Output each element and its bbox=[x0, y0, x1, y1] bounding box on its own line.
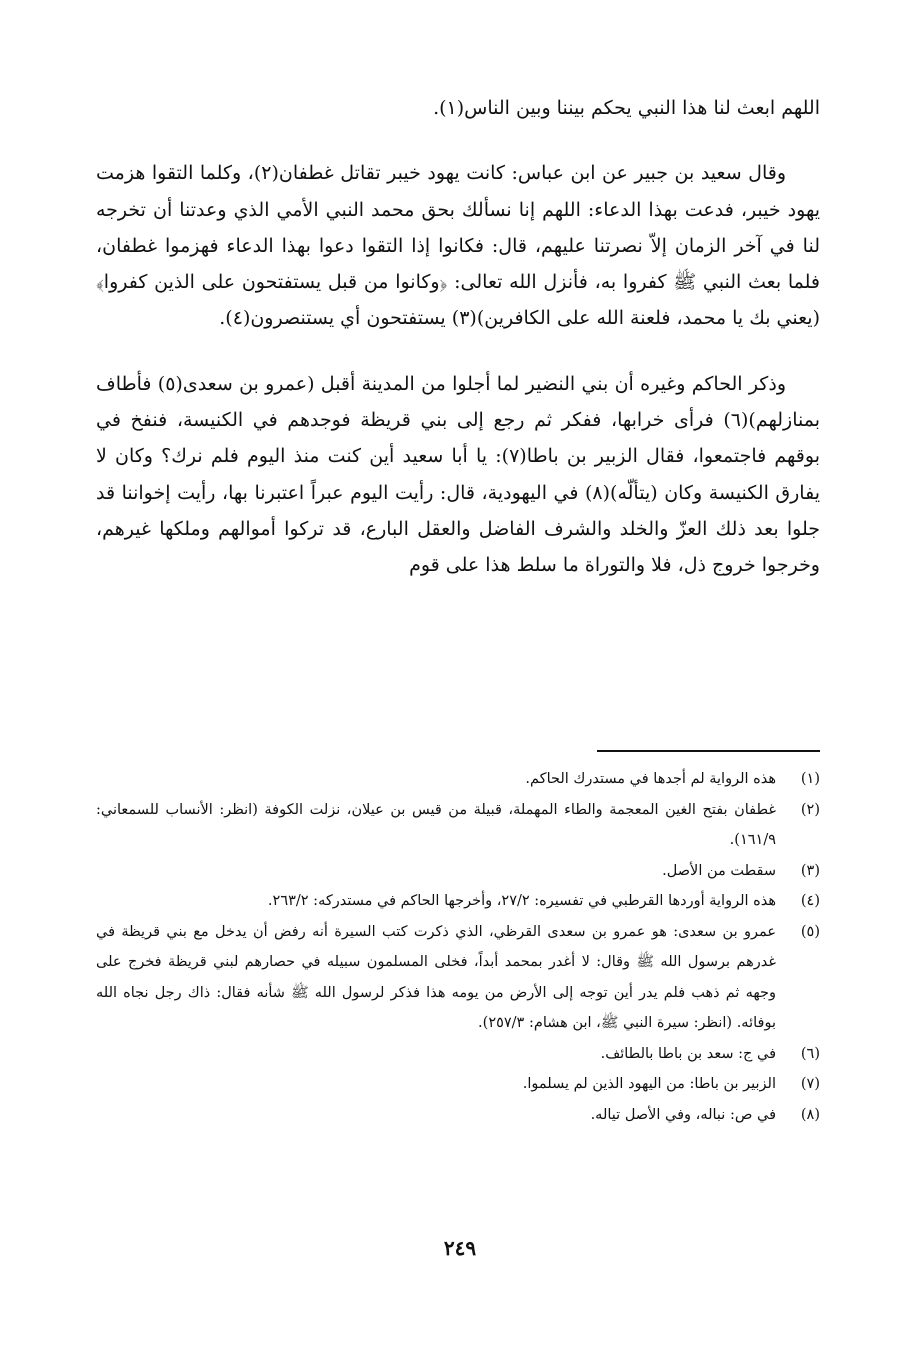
footnote-number: (٤) bbox=[800, 893, 820, 909]
footnote-number: (٧) bbox=[800, 1076, 820, 1092]
footnote-number: (٥) bbox=[800, 923, 820, 940]
footnote-number: (١) bbox=[800, 771, 820, 787]
footnote-2 bbox=[96, 795, 820, 856]
paragraph-3: وذكر الحاكم وغيره أن بني النضير لما أجلوا من المدينة أقبل (عمرو بن سعدى(٥) فأطاف بمنازلهم)(٦) فرأى خرابها، ففكر ثم رجع إلى بني قريظة فوجدهم في الكنيسة، فنفخ في بوقهم فاجتمعوا، فقال الزبير بن باطا(٧): يا أبا سعيد أين كنت منذ اليوم فلم نرك؟ وكان لا يفارق الكنيسة وكان (يتألّه)(٨) في اليهودية، قال: رأيت اليوم عبراً اعتبرنا بها، رأيت إخواننا قد جلوا بعد ذلك العزّ والخلد والشرف الفاضل والعقل البارع، قد تركوا أموالهم وملكها غيرهم، وخرجوا خروج ذل، فلا والتوراة ما سلط هذا على قوم bbox=[96, 372, 820, 577]
footnote-6 bbox=[96, 1039, 820, 1070]
footnote-4 bbox=[96, 886, 820, 917]
footnote-number: (٢) bbox=[800, 801, 820, 818]
footnote-text: في ص: نباله، وفي الأصل تياله. bbox=[590, 1106, 776, 1123]
footnote-text: الزبير بن باطا: من اليهود الذين لم يسلموا. bbox=[522, 1076, 776, 1092]
footnote-text: سقطت من الأصل. bbox=[662, 862, 776, 879]
footnote-number: (٣) bbox=[800, 862, 820, 879]
footnote-5 bbox=[96, 917, 820, 1039]
footnote-3 bbox=[96, 856, 820, 887]
paragraph-1: اللهم ابعث لنا هذا النبي يحكم بيننا وبين الناس(١). bbox=[433, 97, 820, 119]
footnotes bbox=[96, 764, 820, 1130]
footnote-text: غطفان بفتح الغين المعجمة والطاء المهملة، قبيلة من قيس بن عيلان، نزلت الكوفة (انظر: الأنساب للسمعاني: ١٦١/٩). bbox=[96, 801, 776, 848]
footnote-number: (٨) bbox=[800, 1106, 820, 1123]
footnote-text: هذه الرواية لم أجدها في مستدرك الحاكم. bbox=[525, 771, 776, 787]
footnote-text: عمرو بن سعدى: هو عمرو بن سعدى القرظي، الذي ذكرت كتب السيرة أنه رفض أن يدخل مع بني قريظة في غدرهم برسول الله ﷺ وقال: لا أغدر بمحمد أبداً، فخلى المسلمون سبيله في حصارهم لبني قريظة فخرج على وجهه ثم ذهب فلم يدر أين توجه إلى الأرض من يومه هذا فذكر لرسول الله ﷺ شأنه فقال: ذاك رجل نجاه الله بوفائه. (انظر: سيرة النبي ﷺ، ابن هشام: ٢٥٧/٣). bbox=[96, 923, 776, 1031]
footnote-1 bbox=[96, 764, 820, 795]
footnote-text: هذه الرواية أوردها القرطبي في تفسيره: ٢٧/٢، وأخرجها الحاكم في مستدركه: ٢٦٣/٢. bbox=[267, 893, 776, 909]
footnote-separator bbox=[597, 750, 820, 752]
footnote-number: (٦) bbox=[800, 1045, 820, 1062]
footnote-text: في ج: سعد بن باطا بالطائف. bbox=[600, 1045, 776, 1062]
footnote-7 bbox=[96, 1069, 820, 1100]
paragraph-2: وقال سعيد بن جبير عن ابن عباس: كانت يهود خيبر تقاتل غطفان(٢)، وكلما التقوا هزمت يهود خيبر، فدعت بهذا الدعاء: اللهم إنا نسألك بحق محمد النبي الأمي الذي وعدتنا أن تخرجه لنا في آخر الزمان إلاّ نصرتنا عليهم، قال: فكانوا إذا التقوا دعوا بهذا الدعاء فهزموا غطفان، فلما بعث النبي ﷺ كفروا به، فأنزل الله تعالى: ﴿وكانوا من قبل يستفتحون على الذين كفروا﴾ (يعني بك يا محمد، فلعنة الله على الكافرين)(٣) يستفتحون أي يستنصرون(٤). bbox=[96, 162, 820, 330]
footnote-8 bbox=[96, 1100, 820, 1131]
main-text bbox=[96, 90, 820, 584]
page-number: ٢٤٩ bbox=[443, 1236, 477, 1260]
